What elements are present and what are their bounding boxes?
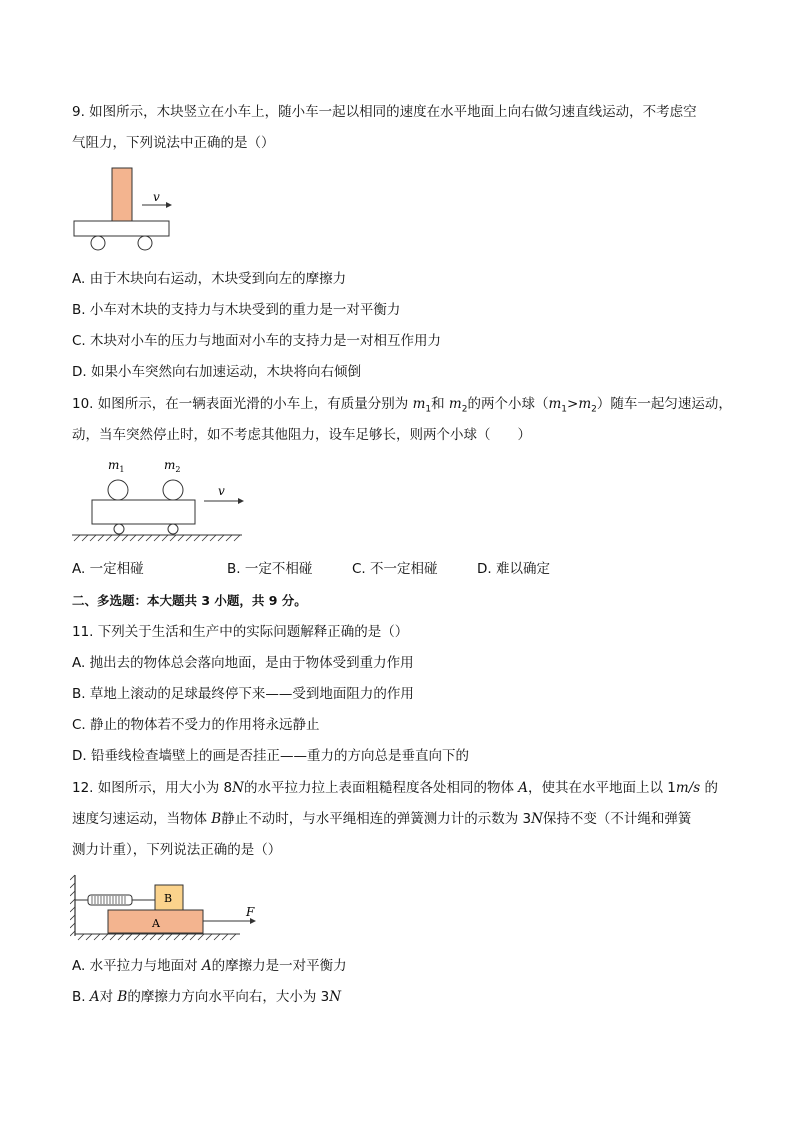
q9-option-c: C. 木块对小车的压力与地面对小车的支持力是一对相互作用力 bbox=[72, 333, 442, 349]
q9-stem-line2: 气阻力，下列说法中正确的是（） bbox=[72, 135, 275, 151]
block-b-label: B bbox=[164, 892, 173, 905]
q10-option-d: D. 难以确定 bbox=[477, 561, 550, 577]
wood-block bbox=[112, 168, 132, 221]
q10-option-a: A. 一定相碰 bbox=[72, 561, 144, 577]
wall-hatching bbox=[70, 875, 75, 936]
q11-option-d: D. 铅垂线检查墙壁上的画是否挂正——重力的方向总是垂直向下的 bbox=[72, 748, 469, 764]
q9-stem-line1: 9. 如图所示，木块竖立在小车上，随小车一起以相同的速度在水平地面上向右做匀速直线运动，不考虑空 bbox=[72, 104, 697, 120]
q10-stem-line1: 10. 如图所示，在一辆表面光滑的小车上，有质量分别为 $m_1$和 $m_2$的两个小球$(m_1>m_2)$随车一起匀速运动， bbox=[72, 396, 732, 415]
label-m1: $m_1$ bbox=[108, 458, 125, 474]
q9-option-a: A. 由于木块向右运动，木块受到向左的摩擦力 bbox=[72, 271, 347, 287]
cart-board bbox=[92, 500, 195, 524]
q12-stem-line2: 速度匀速运动，当物体 B静止不动时，与水平绳相连的弹簧测力计的示数为 3N保持不变（不计绳和弹簧 bbox=[72, 811, 692, 827]
q12-option-a: A. 水平拉力与地面对 A的摩擦力是一对平衡力 bbox=[72, 958, 347, 974]
cart-board bbox=[74, 221, 169, 236]
ground-hatching bbox=[78, 934, 236, 940]
cart-wheel-right bbox=[168, 524, 178, 534]
ball-m2 bbox=[163, 480, 183, 500]
q11-option-a: A. 抛出去的物体总会落向地面，是由于物体受到重力作用 bbox=[72, 655, 414, 671]
q12-stem-line1: 12. 如图所示，用大小为 8N的水平拉力拉上表面粗糙程度各处相同的物体 A，使其在水平地面上以 1m/s 的 bbox=[72, 780, 718, 796]
q11-option-b: B. 草地上滚动的足球最终停下来——受到地面阻力的作用 bbox=[72, 686, 414, 702]
q9-option-d: D. 如果小车突然向右加速运动，木块将向右倾倒 bbox=[72, 364, 361, 380]
q10-figure-cart-balls bbox=[72, 455, 252, 547]
q10-option-c: C. 不一定相碰 bbox=[352, 561, 438, 577]
q9-option-b: B. 小车对木块的支持力与木块受到的重力是一对平衡力 bbox=[72, 302, 401, 318]
cart-wheel-left bbox=[91, 236, 105, 250]
velocity-label: v bbox=[218, 484, 225, 498]
q12-figure-blocks-spring bbox=[70, 870, 270, 942]
ground-hatching bbox=[74, 535, 240, 541]
q9-figure-cart-block bbox=[70, 165, 180, 255]
section-heading: 二、多选题：本大题共 3 小题，共 9 分。 bbox=[72, 593, 307, 608]
block-a-label: A bbox=[152, 917, 160, 930]
q12-option-b: B. A对 B的摩擦力方向水平向右，大小为 3N bbox=[72, 989, 342, 1005]
cart-wheel-left bbox=[114, 524, 124, 534]
velocity-label: v bbox=[153, 190, 160, 204]
cart-wheel-right bbox=[138, 236, 152, 250]
label-m2: $m_2$ bbox=[164, 458, 181, 474]
q11-stem: 11. 下列关于生活和生产中的实际问题解释正确的是（） bbox=[72, 624, 409, 640]
q10-stem-line2: 动，当车突然停止时，如不考虑其他阻力，设车足够长，则两个小球（ ） bbox=[72, 427, 531, 443]
force-label: F bbox=[246, 905, 255, 919]
q10-option-b: B. 一定不相碰 bbox=[227, 561, 313, 577]
q12-stem-line3: 测力计重），下列说法正确的是（） bbox=[72, 842, 282, 858]
q11-option-c: C. 静止的物体若不受力的作用将永远静止 bbox=[72, 717, 320, 733]
ball-m1 bbox=[108, 480, 128, 500]
